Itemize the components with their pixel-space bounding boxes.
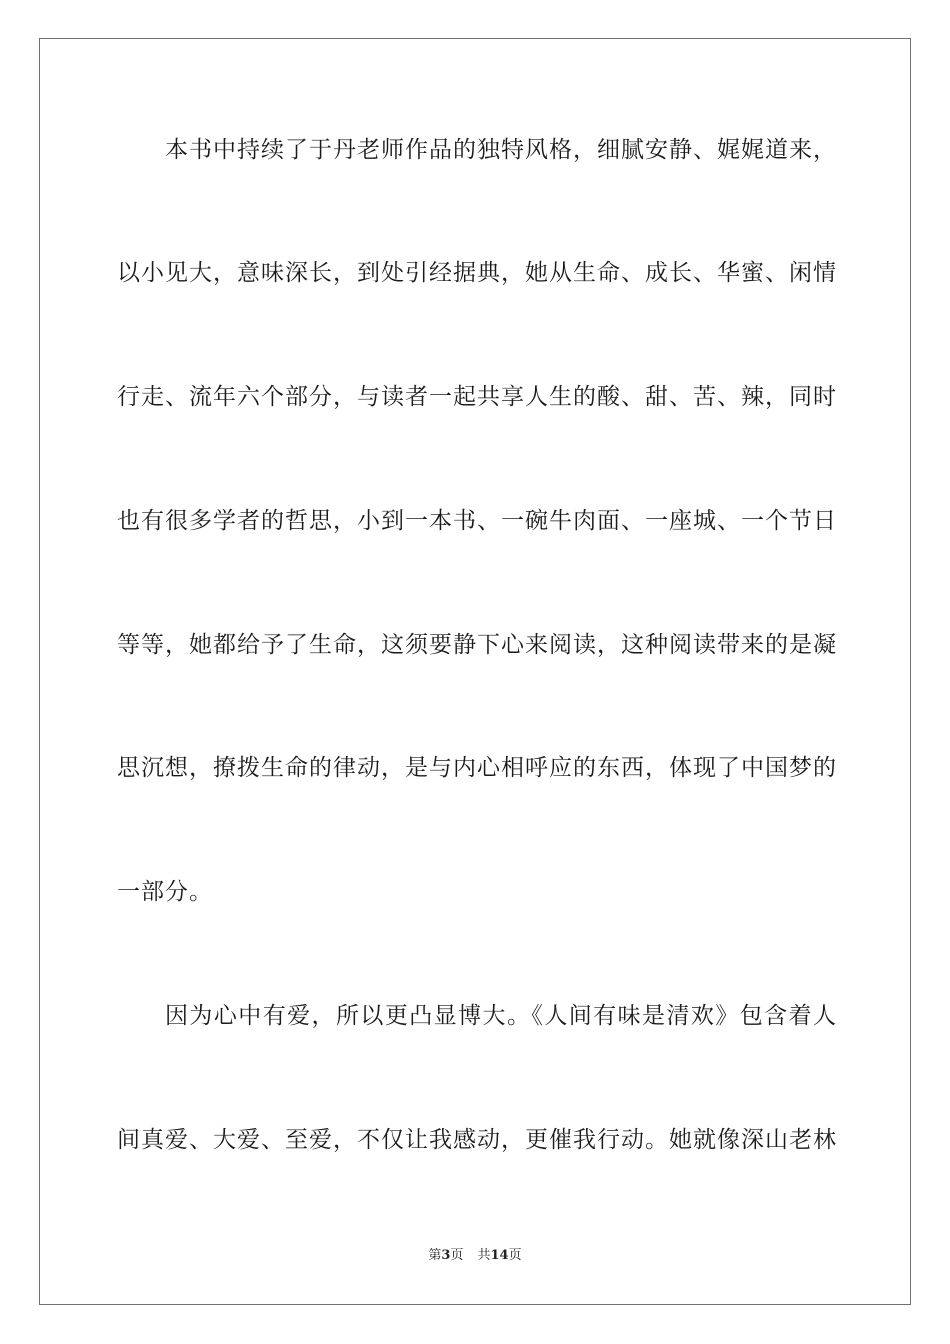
paragraph-1-line-6: 思沉想，撩拨生命的律动，是与内心相呼应的东西，体现了中国梦的 [117,755,837,781]
page-number: 3 [441,1248,451,1263]
total-pages: 14 [490,1248,509,1263]
total-prefix: 共 [477,1248,491,1263]
page-footer [0,1247,950,1265]
paragraph-2-line-1: 因为心中有爱，所以更凸显博大。《人间有味是清欢》包含着人 [165,1003,837,1029]
page-suffix: 页 [450,1248,464,1263]
page-border [39,38,911,1305]
paragraph-1-line-2: 以小见大，意味深长，到处引经据典，她从生命、成长、华蜜、闲情 [117,260,837,286]
total-suffix: 页 [508,1248,522,1263]
page-prefix: 第 [428,1248,442,1263]
paragraph-1-line-4: 也有很多学者的哲思，小到一本书、一碗牛肉面、一座城、一个节日 [117,508,837,534]
paragraph-1-line-1: 本书中持续了于丹老师作品的独特风格，细腻安静、娓娓道来， [165,137,837,163]
paragraph-2-line-2: 间真爱、大爱、至爱，不仅让我感动，更催我行动。她就像深山老林 [117,1127,837,1153]
paragraph-1-line-3: 行走、流年六个部分，与读者一起共享人生的酸、甜、苦、辣，同时 [117,384,837,410]
paragraph-1-line-5: 等等，她都给予了生命，这须要静下心来阅读，这种阅读带来的是凝 [117,632,837,658]
paragraph-1-line-7: 一部分。 [117,879,213,905]
